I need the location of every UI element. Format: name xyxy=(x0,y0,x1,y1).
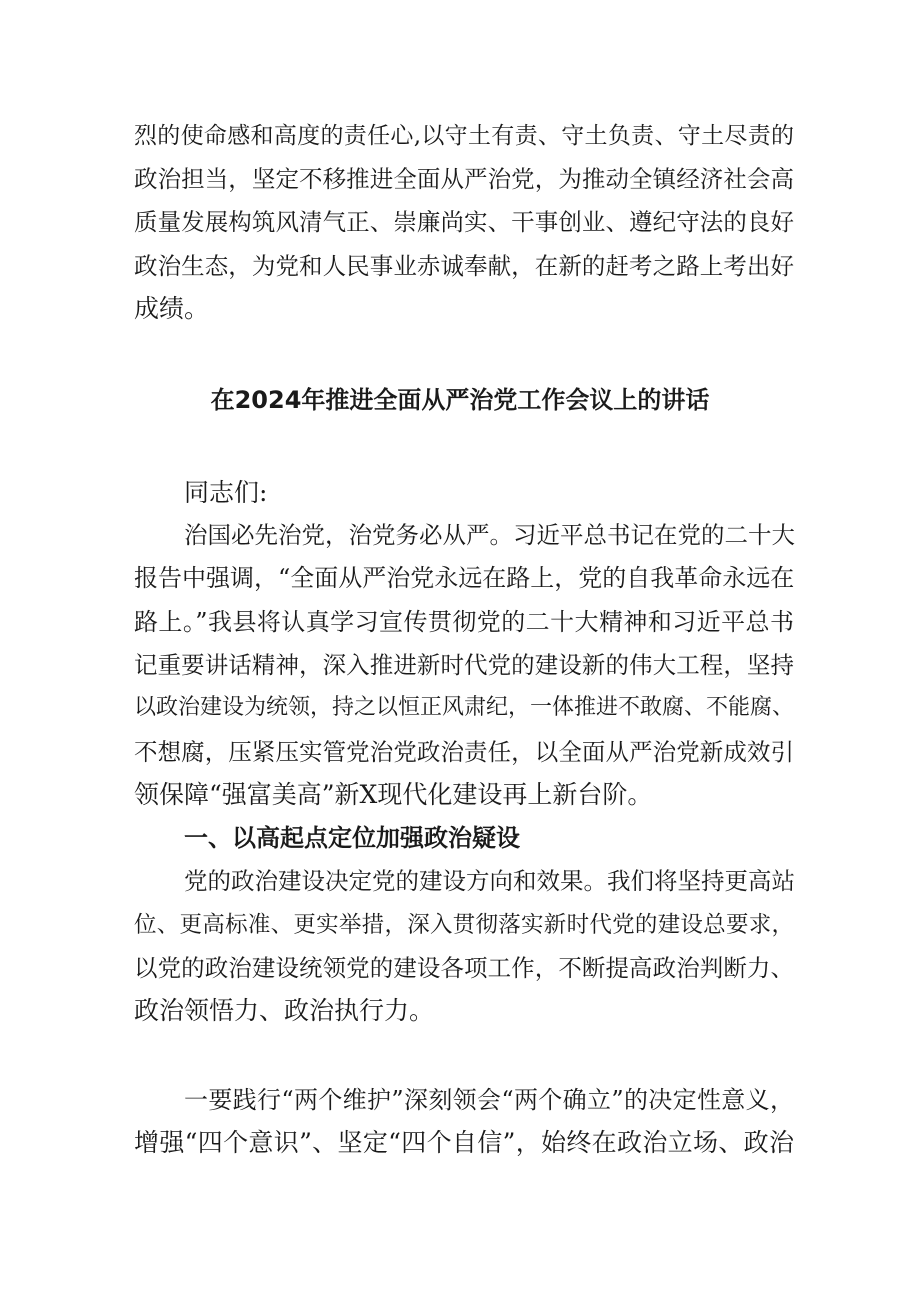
intro-line: 成绩。 xyxy=(134,294,210,323)
intro-line: 政治生态，为党和人民事业赤诚奉献，在新的赶考之路上考出好 xyxy=(134,252,794,280)
para1-line: 记重要讲话精神，深入推进新时代党的建设新的伟大工程，坚持 xyxy=(134,651,794,679)
para1-line: 领保障“强富美高”新X现代化建设再上新台阶。 xyxy=(134,780,653,809)
intro-line: 烈的使命感和高度的责任心,以守土有责、守土负责、守土尽责的 xyxy=(134,123,794,149)
para1-line: 以政治建设为统领，持之以恒正风肃纪，一体推进不敢腐、不能腐、 xyxy=(134,695,795,720)
section-heading: 一、以高起点定位加强政治疑设 xyxy=(184,824,520,852)
para3-line: 增强“四个意识”、坚定“四个自信”，始终在政治立场、政治 xyxy=(134,1128,794,1157)
intro-line: 质量发展构筑风清气正、崇廉尚实、干事创业、遵纪守法的良好 xyxy=(134,208,794,236)
speech-title: 在2024年推进全面从严治党工作会议上的讲话 xyxy=(210,386,710,414)
para2-line: 党的政治建设决定党的建设方向和效果。我们将坚持更高站 xyxy=(184,867,795,895)
salutation: 同志们: xyxy=(184,478,268,507)
para3-line: 一要践行“两个维护”深刻领会“两个确立”的决定性意义， xyxy=(184,1086,794,1114)
para1-line: 治国必先治党，治党务必从严。习近平总书记在党的二十大 xyxy=(184,521,795,549)
para1-line: 报告中强调，“全面从严治党永远在路上，党的自我革命永远在 xyxy=(134,564,795,592)
para1-line: 不想腐，压紧压实管党治党政治责任，以全面从严治党新成效引 xyxy=(134,738,794,766)
intro-line: 政治担当，坚定不移推进全面从严治党，为推动全镇经济社会高 xyxy=(134,165,794,193)
para2-line: 以党的政治建设统领党的建设各项工作，不断提高政治判断力、 xyxy=(134,954,794,982)
para2-line: 政治领悟力、政治执行力。 xyxy=(134,996,435,1025)
para1-line: 路上。”我县将认真学习宣传贯彻党的二十大精神和习近平总书 xyxy=(134,608,794,636)
para2-line: 位、更高标准、更实举措，深入贯彻落实新时代党的建设总要求， xyxy=(134,912,794,938)
